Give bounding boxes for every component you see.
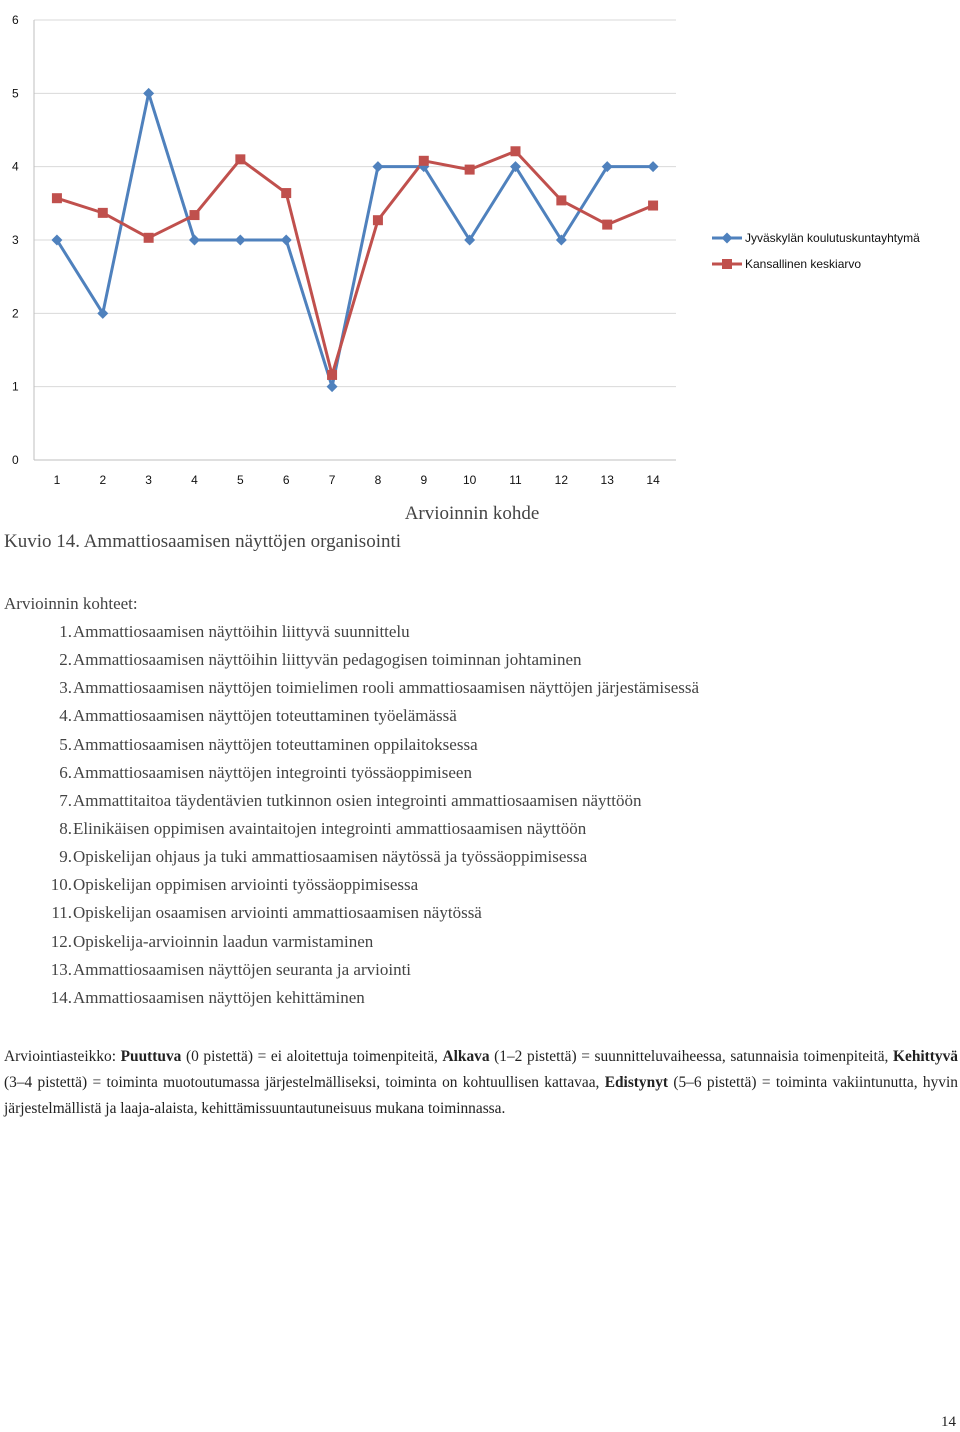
list-item: [0, 621, 699, 649]
list-heading: Arvioinnin kohteet:: [4, 594, 138, 613]
list-item: [0, 846, 699, 874]
line-chart: [0, 0, 960, 530]
list-item: [0, 677, 699, 705]
list-item-text: Ammattiosaamisen näyttöjen seuranta ja arviointi: [73, 959, 412, 979]
x-tick-label: 6: [282, 473, 290, 487]
data-point-square: [556, 195, 566, 205]
x-tick-label: 10: [462, 473, 477, 487]
list-item-text: Ammattiosaamisen näyttöjen toimielimen rooli ammattiosaamisen näyttöjen järjestämisessä: [73, 678, 700, 698]
list-item: [0, 818, 699, 846]
data-point-diamond: [372, 161, 383, 172]
data-point-square: [602, 220, 612, 230]
y-axis-ticks: [12, 13, 19, 467]
list-item-text: Opiskelijan oppimisen arviointi työssäoppimisessa: [73, 875, 419, 895]
data-point-square: [465, 165, 475, 175]
list-item-text: Ammattiosaamisen näyttöjen toteuttaminen oppilaitoksessa: [73, 734, 478, 754]
legend-label: Kansallinen keskiarvo: [745, 257, 862, 271]
x-tick-label: 5: [237, 473, 244, 487]
list-item-text: Opiskelijan ohjaus ja tuki ammattiosaamisen näytössä ja työssäoppimisessa: [73, 847, 588, 867]
y-tick-label: 4: [12, 159, 19, 174]
x-tick-label: 1: [53, 473, 61, 487]
list-item-text: Ammattiosaamisen näyttöjen kehittäminen: [73, 987, 365, 1007]
list-item: [0, 790, 699, 818]
list-item: [0, 762, 699, 790]
list-item-number: 11.: [51, 903, 72, 923]
data-point-diamond: [327, 381, 338, 392]
list-item-number: 7.: [59, 790, 72, 810]
y-tick-label: 6: [12, 13, 19, 27]
list-item-number: 3.: [59, 678, 72, 698]
x-tick-label: 11: [509, 473, 522, 487]
evaluation-targets-list: [0, 621, 699, 1015]
scale-intro: Arviointiasteikko:: [4, 1048, 121, 1065]
y-tick-label: 0: [12, 453, 19, 467]
data-point-diamond: [648, 161, 659, 172]
data-point-diamond: [281, 235, 292, 246]
list-item-text: Ammattiosaamisen näyttöjen toteuttaminen työelämässä: [73, 706, 457, 726]
y-tick-label: 1: [12, 379, 19, 394]
scale-level-3-name: Kehittyvä: [893, 1048, 959, 1065]
list-item-text: Ammattiosaamisen näyttöihin liittyvä suunnittelu: [73, 622, 410, 641]
data-point-square: [144, 233, 154, 243]
data-point-square: [281, 188, 291, 198]
series-line-2: [57, 151, 653, 375]
list-item-number: 5.: [59, 734, 72, 754]
list-item: [0, 987, 699, 1015]
list-item-text: Ammattiosaamisen näyttöjen integrointi työssäoppimiseen: [73, 762, 472, 782]
list-item-text: Ammattitaitoa täydentävien tutkinnon osien integrointi ammattiosaamisen näyttöön: [73, 790, 642, 810]
scale-level-4-name: Edistynyt: [604, 1074, 669, 1091]
list-item: [0, 931, 699, 959]
list-item-number: 8.: [59, 818, 72, 838]
x-tick-label: 12: [554, 473, 569, 487]
x-tick-label: 2: [99, 473, 107, 487]
chart-gridlines: [34, 20, 676, 460]
list-item-number: 12.: [50, 931, 72, 951]
x-tick-label: 3: [145, 473, 152, 487]
figure-caption: Kuvio 14. Ammattiosaamisen näyttöjen organisointi: [4, 531, 402, 552]
list-item: [0, 874, 699, 902]
list-item-number: 4.: [59, 706, 72, 726]
chart-legend: [712, 231, 920, 271]
x-tick-label: 13: [600, 473, 614, 487]
data-point-square: [327, 370, 337, 380]
x-axis-ticks: [54, 473, 660, 487]
list-item-number: 10.: [50, 875, 72, 895]
data-point-square: [373, 215, 383, 225]
data-point-square: [722, 259, 732, 269]
list-item-number: 13.: [50, 959, 72, 979]
data-point-square: [648, 201, 658, 211]
data-point-square: [98, 208, 108, 218]
data-point-square: [235, 154, 245, 164]
data-point-square: [190, 210, 200, 220]
data-point-diamond: [235, 235, 246, 246]
x-tick-label: 14: [646, 473, 660, 487]
scale-level-1-name: Puuttuva: [120, 1048, 182, 1065]
list-item: [0, 705, 699, 733]
list-item-number: 9.: [59, 847, 72, 867]
scale-level-1-desc: (0 pistettä) = ei aloitettuja toimenpiteitä,: [181, 1048, 443, 1065]
list-item-number: 1.: [59, 622, 72, 641]
list-item-text: Opiskelijan osaamisen arviointi ammattiosaamisen näytössä: [73, 903, 482, 923]
y-tick-label: 3: [12, 233, 19, 247]
data-point-diamond: [143, 88, 154, 99]
list-item-text: Elinikäisen oppimisen avaintaitojen integrointi ammattiosaamisen näyttöön: [73, 818, 587, 838]
x-tick-label: 9: [420, 473, 428, 487]
list-item: [0, 902, 699, 930]
y-tick-label: 5: [12, 86, 19, 101]
data-point-diamond: [189, 235, 200, 246]
y-tick-label: 2: [12, 306, 19, 321]
list-item: [0, 959, 699, 987]
scale-level-2-desc: (1–2 pistettä) = suunnitteluvaiheessa, satunnaisia toimenpiteitä,: [489, 1048, 894, 1065]
x-tick-label: 8: [374, 473, 382, 487]
scale-level-2-name: Alkava: [442, 1048, 490, 1065]
list-item-number: 14.: [50, 987, 72, 1007]
scale-level-4-desc: (5–6 pistettä) = toiminta vakiintunutta, hyvin järjestelmällistä ja laaja-alaista, kehittämissuuntautuneisuus mukana toiminnassa.: [4, 1074, 958, 1117]
list-item: [0, 734, 699, 762]
x-axis-title: Arvioinnin kohde: [404, 503, 540, 524]
data-point-square: [52, 193, 62, 203]
list-item-text: Ammattiosaamisen näyttöihin liittyvän pedagogisen toiminnan johtaminen: [73, 650, 582, 670]
list-item-number: 2.: [59, 650, 72, 670]
rating-scale-paragraph: [4, 1044, 958, 1122]
data-point-square: [419, 156, 429, 166]
x-tick-label: 7: [328, 473, 336, 487]
page-number: 14: [941, 1414, 956, 1430]
list-item-number: 6.: [59, 762, 72, 782]
data-point-square: [511, 146, 521, 156]
legend-label: Jyväskylän koulutuskuntayhtymä: [745, 231, 920, 245]
list-item: [0, 649, 699, 677]
data-point-diamond: [722, 233, 733, 244]
scale-level-3-desc: (3–4 pistettä) = toiminta muotoutumassa järjestelmälliseksi, toiminta on kohtuullisen kattavaa,: [4, 1074, 605, 1091]
x-tick-label: 4: [191, 473, 198, 487]
list-item-text: Opiskelija-arvioinnin laadun varmistaminen: [73, 931, 374, 951]
